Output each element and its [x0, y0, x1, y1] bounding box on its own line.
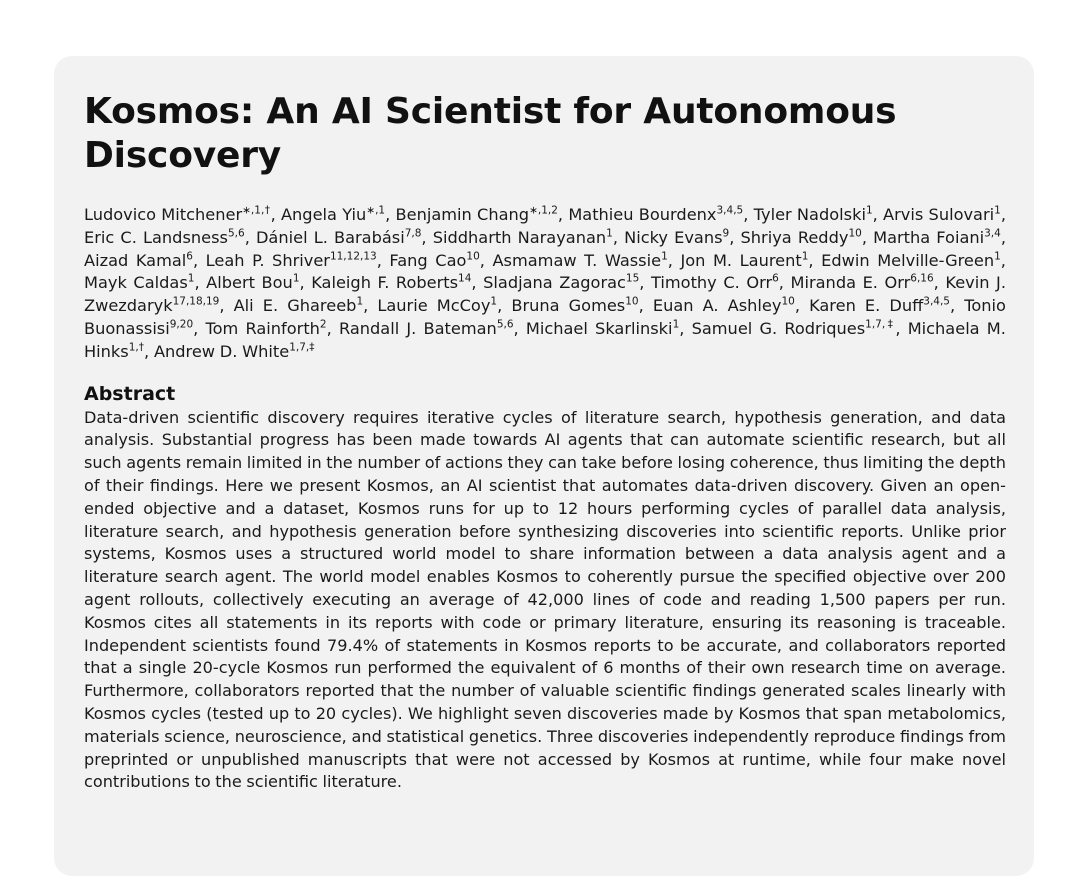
author-affiliation: 11,12,13: [329, 250, 377, 263]
author-affiliation: 9,20: [169, 318, 194, 331]
abstract-heading: Abstract: [84, 382, 176, 405]
author-affiliation: 10: [781, 295, 795, 308]
author-affiliation: 10: [466, 250, 480, 263]
author-affiliation: 1: [661, 250, 668, 263]
author: [234, 296, 364, 315]
author-affiliation: 9: [722, 227, 730, 240]
author-name: Michael Skarlinski: [525, 318, 673, 338]
author: [154, 342, 315, 361]
author-affiliation: 5,6: [227, 227, 245, 240]
author-affiliation: 1: [994, 204, 1001, 217]
author-name: Tyler Nadolski: [753, 205, 866, 224]
author: [84, 228, 245, 247]
author: [84, 273, 194, 292]
author-name: Aizad Kamal: [84, 250, 187, 270]
author: [483, 273, 639, 292]
author: [389, 251, 479, 270]
author: [568, 205, 743, 224]
author-affiliation: 14: [458, 273, 472, 285]
author: [205, 319, 326, 338]
author-affiliation: 3,4,5: [716, 204, 744, 217]
author-affiliation: ∗,1,2: [529, 204, 558, 217]
author-affiliation: 5,6: [496, 318, 514, 331]
author-affiliation: 1: [187, 273, 195, 285]
author: [256, 228, 421, 247]
author-affiliation: 3,4: [984, 227, 1001, 240]
author-affiliation: ∗,1: [366, 204, 386, 217]
author-name: Bruna Gomes: [511, 296, 626, 316]
author-name: Ludovico Mitchener: [84, 205, 243, 224]
author-affiliation: 1,7,‡: [289, 341, 315, 354]
author-affiliation: 1: [292, 273, 300, 285]
author-name: Benjamin Chang: [395, 205, 530, 224]
author-name: Martha Foiani: [873, 227, 985, 247]
author-name: Timothy C. Orr: [651, 273, 773, 293]
author-name: Laurie McCoy: [377, 296, 491, 316]
author: [651, 273, 779, 292]
author-name: Dániel L. Barabási: [255, 227, 405, 247]
author-name: Samuel G. Rodriques: [691, 318, 866, 338]
author: [377, 296, 497, 315]
author-affiliation: 1: [865, 204, 873, 217]
author-name: Miranda E. Orr: [790, 273, 911, 293]
author-affiliation: 1: [801, 250, 809, 263]
author-affiliation: 6: [772, 273, 779, 285]
author: [433, 228, 613, 247]
author-name: Mathieu Bourdenx: [568, 205, 717, 224]
author: [754, 205, 873, 224]
author: [624, 228, 729, 247]
author-name: Euan A. Ashley: [652, 296, 782, 316]
author-name: Asmamaw T. Wassie: [492, 250, 662, 270]
author: [680, 251, 808, 270]
author-affiliation: 1: [356, 295, 364, 308]
author: [206, 273, 299, 292]
author: [883, 205, 1001, 224]
author-affiliation: 17,18,19: [172, 295, 220, 308]
author-name: Arvis Sulovari: [883, 205, 995, 224]
author-affiliation: 1: [994, 250, 1001, 263]
author: [84, 205, 271, 224]
author-affiliation: 1: [490, 295, 498, 308]
author: [311, 273, 471, 292]
author: [206, 251, 377, 270]
author: [396, 205, 558, 224]
author-affiliation: 1,†: [128, 341, 145, 354]
author-name: Siddharth Narayanan: [432, 227, 607, 247]
author: [741, 228, 862, 247]
author: [653, 296, 795, 315]
author-affiliation: 15: [625, 273, 640, 285]
author-name: Jon M. Laurent: [680, 250, 802, 270]
author-affiliation: 1: [672, 318, 680, 331]
author-affiliation: ∗,1,†: [242, 204, 271, 217]
author-affiliation: 6: [186, 250, 193, 263]
author-name: Mayk Caldas: [84, 273, 188, 293]
author-affiliation: 2: [319, 318, 327, 331]
author-name: Michaela M. Hinks: [84, 318, 1006, 361]
author-name: Fang Cao: [389, 250, 467, 270]
author-name: Karen E. Duff: [809, 296, 924, 316]
author: [821, 251, 1001, 270]
author-affiliation: 10: [625, 295, 639, 308]
author-name: Nicky Evans: [624, 227, 723, 247]
author-affiliation: 6,16: [910, 273, 934, 285]
author: [791, 273, 934, 292]
abstract-text: Data-driven scientific discovery requires iterative cycles of literature search, hypothesis generation, and data analysis. Substantial progress has been made towards AI agents that can automate scientific research, but all such agents remain limited in the number of actions they can take before losing coherence, thus limiting the depth of their findings. Here we present Kosmos, an AI scientist that automates data-driven discovery. Given an open-ended objective and a dataset, Kosmos runs for up to 12 hours performing cycles of parallel data analysis, literature search, and hypothesis generation before synthesizing discoveries into scientific reports. Unlike prior systems, Kosmos uses a structured world model to share information between a data analysis agent and a literature search agent. The world model enables Kosmos to coherently pursue the specified objective over 200 agent rollouts, collectively executing an average of 42,000 lines of code and reading 1,500 papers per run. Kosmos cites all statements in its reports with code or primary literature, ensuring its reasoning is traceable. Independent scientists found 79.4% of statements in Kosmos reports to be accurate, and collaborators reported that a single 20-cycle Kosmos run performed the equivalent of 6 months of their own research time on average. Furthermore, collaborators reported that the number of valuable scientific findings generated scales linearly with Kosmos cycles (tested up to 20 cycles). We highlight seven discoveries made by Kosmos that span metabolomics, materials science, neuroscience, and statistical genetics. Three discoveries independently reproduce findings from preprinted or unpublished manuscripts that were not accessed by Kosmos at runtime, while four make novel contributions to the scientific literature.: [84, 407, 1006, 792]
author: [511, 296, 638, 315]
paper-content: [84, 90, 1006, 794]
author: [873, 228, 1001, 247]
author-name: Ali E. Ghareeb: [233, 296, 357, 316]
author-name: Tom Rainforth: [205, 318, 320, 338]
author-name: Angela Yiu: [280, 205, 367, 224]
author-name: Randall J. Bateman: [338, 318, 497, 338]
author: [339, 319, 514, 338]
author: [692, 319, 896, 338]
author-name: Leah P. Shriver: [205, 250, 330, 270]
author-name: Eric C. Landsness: [84, 227, 228, 247]
author-name: Edwin Melville-Green: [821, 250, 995, 270]
author-affiliation: 1,7,‡: [865, 318, 896, 331]
author-name: Sladjana Zagorac: [483, 273, 626, 293]
author-name: Andrew D. White: [153, 341, 290, 361]
author: [281, 205, 385, 224]
author-name: Kaleigh F. Roberts: [311, 273, 459, 293]
author: [492, 251, 667, 270]
author-name: Tonio Buonassisi: [84, 296, 1006, 338]
author: [84, 251, 193, 270]
author-name: Albert Bou: [206, 273, 293, 293]
author-affiliation: 7,8: [404, 227, 422, 240]
author-name: Kevin J. Zwezdaryk: [84, 273, 1006, 316]
author-affiliation: 10: [848, 227, 862, 240]
author-affiliation: 1: [606, 227, 613, 240]
author-name: Shriya Reddy: [740, 227, 849, 247]
author: [809, 296, 950, 315]
author: [526, 319, 679, 338]
author-list: Ludovico Mitchener$^{∗,1,\dagger}$, Angela Yiu$^{∗,1}$, Benjamin Chang$^{∗,1,2}$, Mathieu Bourdenx$^{3,4,5}$, Tyler Nadolski$^1$, Arvis Sulovari$^1$, Eric C. Landsness$^{5,6}$, Dániel L. Barabási$^{7,8}$, Siddharth Narayanan$^1$, Nicky Evans$^9$, Shriya Reddy$^{10}$, Martha Foiani$^{3,4}$, Aizad Kamal$^6$, Leah P. Shriver$^{11,12,13}$, Fang Cao$^{10}$, Asmamaw T. Wassie$^1$, Jon M. Laurent$^1$, Edwin Melville-Green$^1$, Mayk Caldas$^1$, Albert Bou$^1$, Kaleigh F. Roberts$^{14}$, Sladjana Zagorac$^{15}$, Timothy C. Orr$^6$, Miranda E. Orr$^{6,16}$, Kevin J. Zwezdaryk$^{17,18,19}$, Ali E. Ghareeb$^1$, Laurie McCoy$^1$, Bruna Gomes$^{10}$, Euan A. Ashley$^{10}$, Karen E. Duff$^{3,4,5}$, Tonio Buonassisi$^{9,20}$, Tom Rainforth$^2$, Randall J. Bateman$^{5,6}$, Michael Skarlinski$^1$, Samuel G. Rodriques$^{1,7,\ddagger}$, Michaela M. Hinks$^{1,\dagger}$, Andrew D. White$^{1,7,\ddagger}$: [84, 204, 1006, 361]
author-affiliation: 3,4,5: [923, 295, 950, 308]
paper-title: Kosmos: An AI Scientist for Autonomous Discovery: [84, 91, 897, 176]
